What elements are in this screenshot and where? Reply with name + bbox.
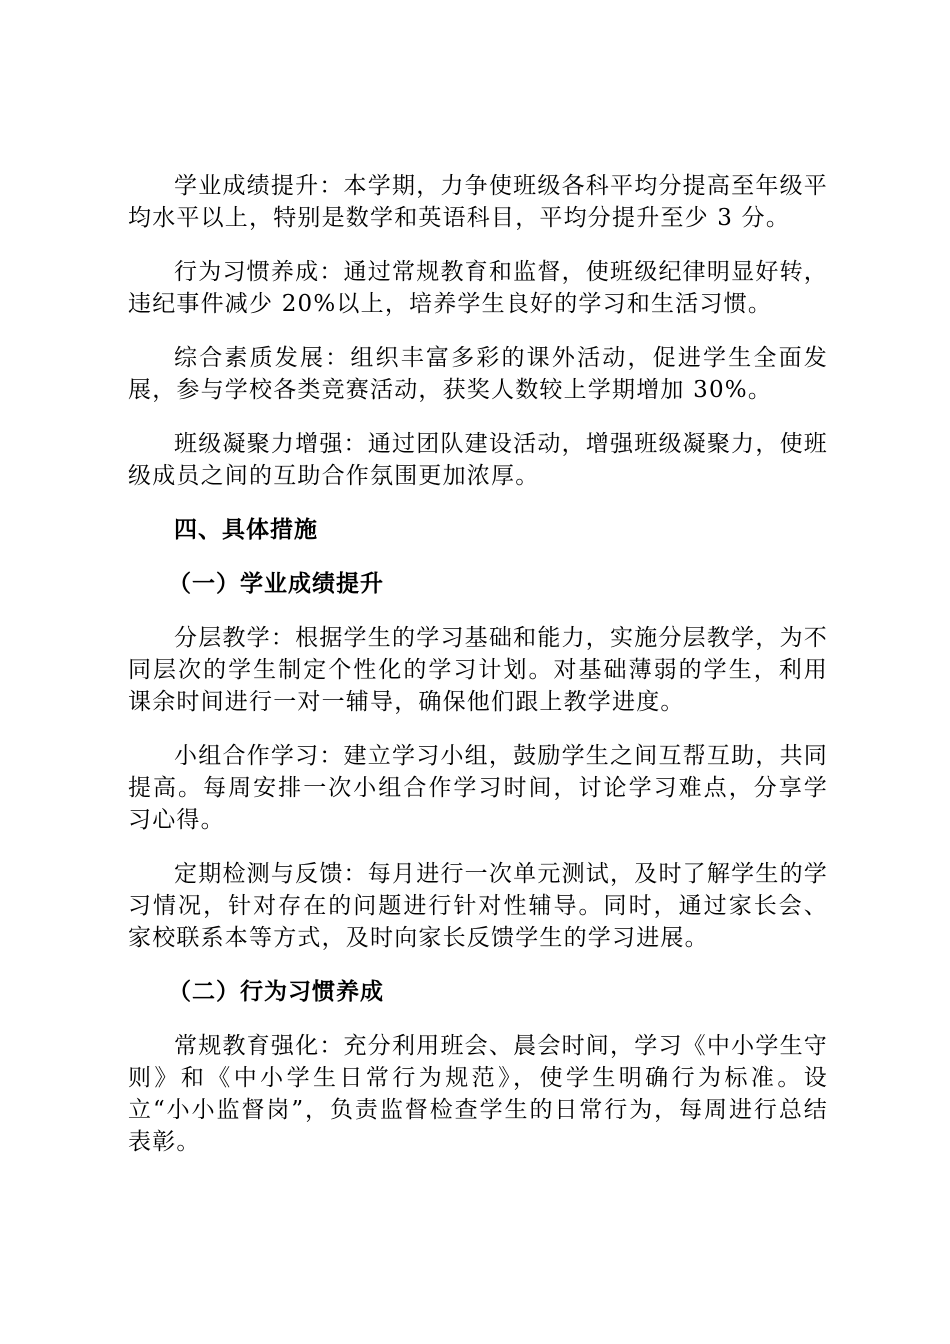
measure-paragraph-tiered-teaching: 分层教学：根据学生的学习基础和能力，实施分层教学，为不同层次的学生制定个性化的学习计划。对基础薄弱的学生，利用课余时间进行一对一辅导，确保他们跟上教学进度。 <box>128 625 828 715</box>
section-heading-measures: 四、具体措施 <box>174 517 318 543</box>
measure-paragraph-testing-feedback: 定期检测与反馈：每月进行一次单元测试，及时了解学生的学习情况，针对存在的问题进行针对性辅导。同时，通过家长会、家校联系本等方式，及时向家长反馈学生的学习进展。 <box>128 861 828 951</box>
goal-paragraph-quality: 综合素质发展：组织丰富多彩的课外活动，促进学生全面发展，参与学校各类竞赛活动，获奖人数较上学期增加 30%。 <box>128 345 828 403</box>
subsection-heading-academic: （一）学业成绩提升 <box>168 571 384 597</box>
measure-paragraph-routine-education: 常规教育强化：充分利用班会、晨会时间，学习《中小学生守则》和《中小学生日常行为规范》，使学生明确行为标准。设立“小小监督岗”，负责监督检查学生的日常行为，每周进行总结表彰。 <box>128 1033 828 1155</box>
measure-paragraph-group-study: 小组合作学习：建立学习小组，鼓励学生之间互帮互助，共同提高。每周安排一次小组合作学习时间，讨论学习难点，分享学习心得。 <box>128 743 828 833</box>
subsection-heading-behavior: （二）行为习惯养成 <box>168 979 384 1005</box>
document-page <box>128 170 828 1180</box>
goal-paragraph-cohesion: 班级凝聚力增强：通过团队建设活动，增强班级凝聚力，使班级成员之间的互助合作氛围更加浓厚。 <box>128 431 828 489</box>
goal-paragraph-behavior: 行为习惯养成：通过常规教育和监督，使班级纪律明显好转，违纪事件减少 20%以上，培养学生良好的学习和生活习惯。 <box>128 259 828 317</box>
goal-paragraph-academic: 学业成绩提升：本学期，力争使班级各科平均分提高至年级平均水平以上，特别是数学和英语科目，平均分提升至少 3 分。 <box>128 173 828 231</box>
